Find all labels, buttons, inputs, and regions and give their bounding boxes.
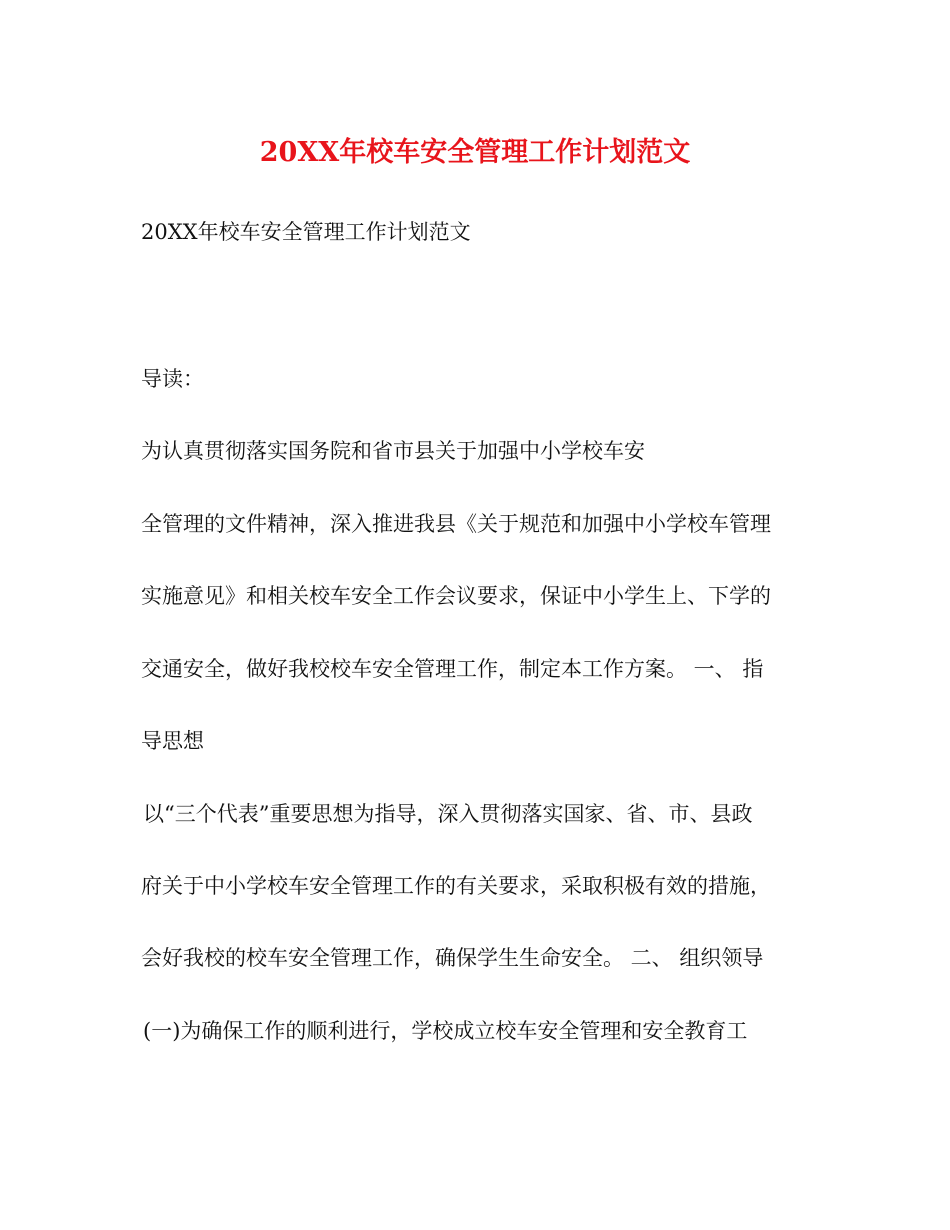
paragraph-line: 以“三个代表”重要思想为指导，深入贯彻落实国家、省、市、县政	[143, 802, 753, 826]
document-title: 20XX年校车安全管理工作计划范文	[259, 137, 691, 168]
paragraph-line: 交通安全，做好我校校车安全管理工作，制定本工作方案。 一、 指	[141, 657, 764, 681]
subtitle-line: 20XX年校车安全管理工作计划范文	[141, 220, 471, 244]
paragraph-line: 会好我校的校车安全管理工作，确保学生生命安全。 二、 组织领导	[141, 946, 764, 970]
intro-label: 导读：	[141, 367, 204, 391]
paragraph-line: 全管理的文件精神，深入推进我县《关于规范和加强中小学校车管理	[141, 512, 771, 536]
paragraph-line: 府关于中小学校车安全管理工作的有关要求，采取积极有效的措施，	[141, 874, 771, 898]
section-heading-line: 导思想	[141, 729, 204, 753]
paragraph-line: 实施意见》和相关校车安全工作会议要求，保证中小学生上、下学的	[141, 584, 771, 608]
paragraph-line: 为认真贯彻落实国务院和省市县关于加强中小学校车安	[141, 439, 645, 463]
paragraph-line: (一)为确保工作的顺利进行，学校成立校车安全管理和安全教育工	[143, 1019, 748, 1043]
